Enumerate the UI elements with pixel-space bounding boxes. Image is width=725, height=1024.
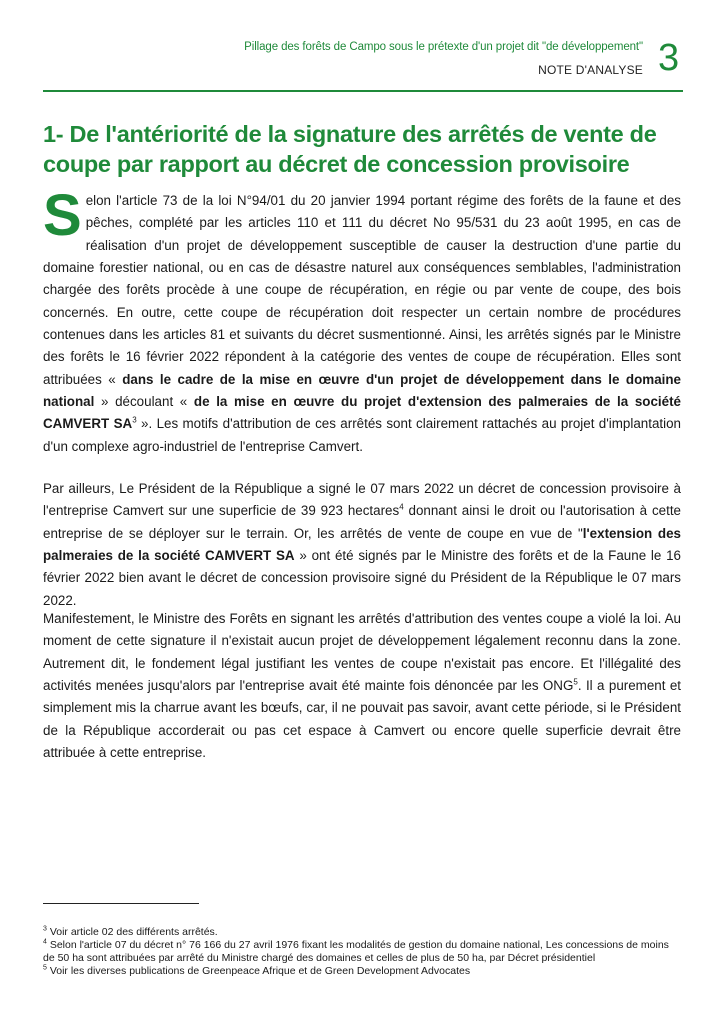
footnote-ref: 5 bbox=[573, 677, 578, 687]
drop-cap: S bbox=[43, 183, 82, 248]
paragraph-text: » ont été signés par le Ministre des forêts et de la Faune le 16 février 2022 bien avant le décret de concession provisoire signé du Président de la République le 07 mars 2022. bbox=[43, 548, 681, 608]
footnote bbox=[43, 939, 683, 965]
footnote-number: 5 bbox=[43, 964, 47, 972]
footnotes bbox=[43, 926, 683, 978]
footnote-number: 3 bbox=[43, 925, 47, 933]
paragraph-text: donnant ainsi le droit ou l'autorisation à cette entreprise de se déployer sur le terrain. Or, les arrêtés de vente de coupe en vue de " bbox=[43, 503, 681, 541]
footnote bbox=[43, 965, 683, 978]
footnote-text: Voir les diverses publications de Greenpeace Afrique et de Green Development Advocates bbox=[46, 965, 471, 977]
paragraph-text: Par ailleurs, Le Président de la République a signé le 07 mars 2022 un décret de concession provisoire à l'entreprise Camvert sur une superficie de 39 923 hectares bbox=[43, 481, 681, 519]
paragraph-2 bbox=[43, 478, 681, 612]
paragraph-3 bbox=[43, 608, 681, 764]
footnote-ref: 4 bbox=[399, 502, 404, 512]
paragraph-text: ». Les motifs d'attribution de ces arrêtés sont clairement rattachés au projet d'implantation d'un complexe agro-industriel de l'entreprise Camvert. bbox=[43, 416, 681, 454]
emphasis-text: l'extension des palmeraies de la société CAMVERT SA bbox=[43, 525, 681, 564]
document-type-label: NOTE D'ANALYSE bbox=[538, 63, 643, 77]
page-number: 3 bbox=[658, 37, 680, 79]
footnote-text: Voir article 02 des différents arrêtés. bbox=[46, 926, 218, 938]
footnote bbox=[43, 926, 683, 939]
footnote-ref: 3 bbox=[132, 415, 137, 425]
document-title: Pillage des forêts de Campo sous le prétexte d'un projet dit "de développement" bbox=[244, 41, 643, 53]
emphasis-text: de la mise en œuvre du projet d'extension des palmeraies de la société CAMVERT SA bbox=[43, 394, 681, 432]
paragraph-text: elon l'article 73 de la loi N°94/01 du 20 janvier 1994 portant régime des forêts de la faune et des pêches, complété par les articles 110 et 111 du décret No 95/531 du 23 août 1995, en cas de réalisation d'un projet de développement susceptible de causer la destruction d'une partie du domaine forestier national, ou en cas de désastre naturel aux conséquences semblables, l'administration chargée des forêts procède à une coupe de récupération, en régie ou par vente de coupe, des bois concernés. En outre, cette coupe de récupération doit respecter un certain nombre de procédures contenues dans les articles 81 et suivants du décret susmentionné. Ainsi, les arrêtés signés par le Ministre des forêts le 16 février 2022 répondent à la catégorie des ventes de coupe de récupération. Elles sont attribuées « bbox=[43, 193, 681, 387]
paragraph-text: Manifestement, le Ministre des Forêts en signant les arrêtés d'attribution des ventes coupe a violé la loi. Au moment de cette signature il n'existait aucun projet de développement légalement reconnu dans la zone. Autrement dit, le fondement légal justifiant les ventes de coupe n'existait pas encore. Et l'illégalité des activités menées jusqu'alors par l'entreprise avait été mainte fois dénoncée par les ONG bbox=[43, 611, 681, 694]
emphasis-text: dans le cadre de la mise en œuvre d'un projet de développement dans le domaine national bbox=[43, 371, 681, 410]
footnote-number: 4 bbox=[43, 938, 47, 946]
paragraph-text: . Il a purement et simplement mis la charrue avant les bœufs, car, il ne pouvait pas savoir, avant cette période, si le Président de la République accorderait ou pas cet espace à Camvert ou encore quelle superficie devrait être attribuée à cette entreprise. bbox=[43, 678, 682, 761]
paragraph-1 bbox=[43, 183, 681, 458]
paragraph-text: » découlant « bbox=[94, 394, 194, 410]
section-heading: 1- De l'antériorité de la signature des arrêtés de vente de coupe par rapport au décret de concession provisoire bbox=[43, 121, 657, 177]
footnote-divider bbox=[43, 903, 199, 904]
footnote-text: Selon l'article 07 du décret n° 76 166 du 27 avril 1976 fixant les modalités de gestion du domaine national, Les concessions de moins de 50 ha sont attribuées par arrêté du Ministre chargé des domaines et celles de plus de 50 ha, par Décret présidentiel bbox=[43, 939, 669, 964]
header-divider bbox=[43, 90, 683, 92]
